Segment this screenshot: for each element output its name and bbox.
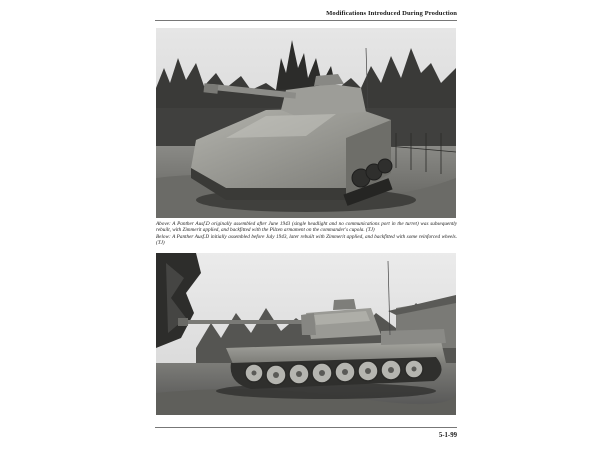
caption-below: Below: A Panther Ausf.D initially assembled before July 1943, later rebuilt with Zimmerit applied, and backfitted with some reinforced wheels. (TJ) [156,233,457,247]
caption-above: Above: A Panther Ausf.D originally assembled after June 1943 (single headlight and no communications port in the turret) was subsequently rebuilt, with Zimmerit applied, and backfitted with the Pilzen armament on the commander's cupola. (TJ) [156,221,457,234]
header-rule [155,20,457,21]
photo-panther-side [156,253,456,415]
photo-captions [156,221,457,247]
photo-panther-front-image [156,28,456,218]
running-head: Modifications Introduced During Production [326,10,457,17]
photo-panther-side-image [156,253,456,415]
page-number: 5-1-99 [438,432,457,439]
photo-panther-front [156,28,456,218]
book-page [155,0,457,450]
footer-rule [155,427,457,428]
